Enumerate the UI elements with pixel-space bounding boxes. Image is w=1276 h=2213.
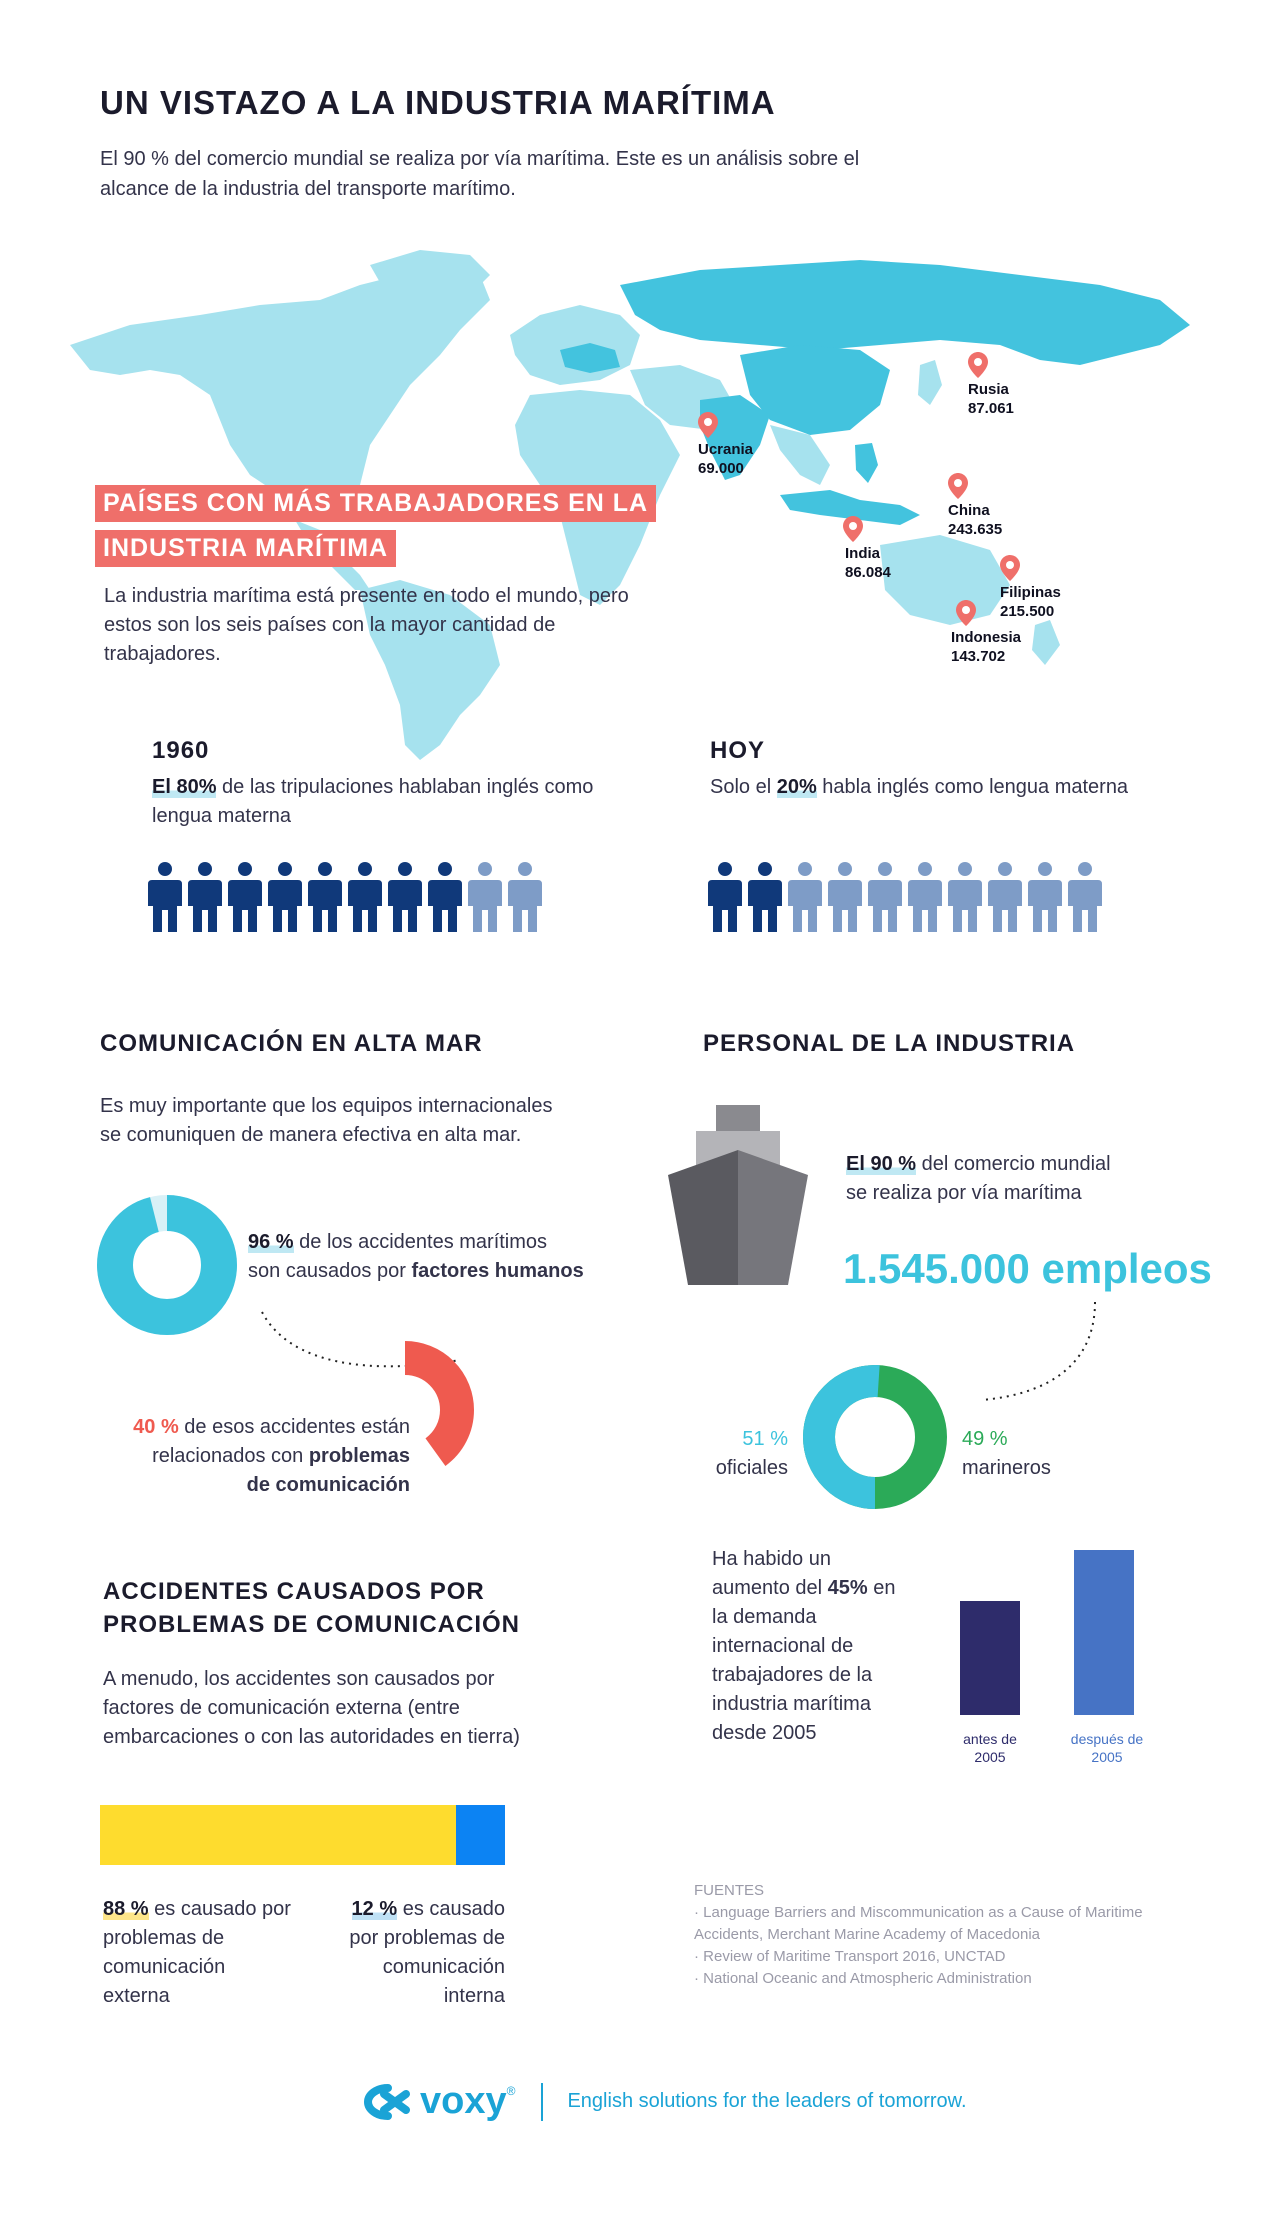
pin-china <box>948 473 1003 538</box>
pin-name: Filipinas <box>1000 584 1061 601</box>
external-text: es causado por problemas de comunicación externa <box>103 1898 291 2007</box>
person-icon-native <box>748 862 782 932</box>
accidents-text: A menudo, los accidentes son causados por factores de comunicación externa (entre embarcaciones o con las autoridades en tierra) <box>103 1668 520 1748</box>
pin-value: 215.500 <box>1000 603 1055 620</box>
person-icon-native <box>348 862 382 932</box>
countries-description: La industria marítima está presente en todo el mundo, pero estos son los seis países con la mayor cantidad de trabajadores. <box>104 585 629 665</box>
bar-before-2005 <box>960 1601 1020 1715</box>
comm-pct: 40 % <box>133 1416 179 1438</box>
communication-problems-text <box>80 1413 410 1500</box>
external-pct: 88 % <box>103 1898 149 1920</box>
year-today: HOY <box>710 737 766 764</box>
countries-banner <box>95 485 656 567</box>
person-icon-native <box>228 862 262 932</box>
voxy-logo-icon <box>362 2082 414 2122</box>
demand-text <box>712 1545 902 1748</box>
person-icon-native <box>708 862 742 932</box>
staff-donut <box>800 1362 950 1512</box>
bar-label-before: antes de 2005 <box>963 1731 1017 1765</box>
english-1960-desc: de las tripulaciones hablaban inglés como lengua materna <box>152 776 594 827</box>
pin-value: 87.061 <box>968 400 1014 417</box>
comm-bold-2: de comunicación <box>246 1474 410 1496</box>
map-pin-icon <box>698 412 718 438</box>
english-today-text <box>710 773 1210 802</box>
sailors-pct: 49 % <box>962 1428 1008 1450</box>
comm-text-2: relacionados con <box>152 1445 309 1467</box>
person-icon-native <box>268 862 302 932</box>
pin-value: 143.702 <box>951 648 1006 665</box>
person-icon-native <box>428 862 462 932</box>
sailors-name: marineros <box>962 1457 1051 1479</box>
pin-value: 243.635 <box>948 521 1003 538</box>
person-icon-non-native <box>1028 862 1062 932</box>
english-today-pct: 20% <box>776 776 817 798</box>
person-icon-non-native <box>948 862 982 932</box>
dotted-connector-2 <box>980 1300 1100 1410</box>
human-bold: factores humanos <box>411 1260 584 1282</box>
human-factors-donut <box>92 1190 242 1340</box>
english-1960-pct: El 80% <box>152 776 217 798</box>
people-today <box>708 862 1102 932</box>
comm-bold-1: problemas <box>308 1445 410 1467</box>
footer-tagline: English solutions for the leaders of tomorrow. <box>567 2090 967 2112</box>
page-title: UN VISTAZO A LA INDUSTRIA MARÍTIMA <box>100 84 776 121</box>
human-pct: 96 % <box>248 1231 294 1253</box>
map-pin-icon <box>1000 555 1020 581</box>
human-text-1: de los accidentes marítimos <box>293 1231 548 1253</box>
trade-text-2: se realiza por vía marítima <box>846 1182 1082 1204</box>
map-japan <box>918 360 942 405</box>
person-icon-native <box>148 862 182 932</box>
footer <box>362 2080 967 2123</box>
sources-heading: FUENTES <box>694 1882 765 1899</box>
source-item: · National Oceanic and Atmospheric Administration <box>694 1970 1032 1987</box>
ship-icon <box>668 1105 808 1285</box>
person-icon-native <box>388 862 422 932</box>
person-icon-non-native <box>908 862 942 932</box>
source-item: · Review of Maritime Transport 2016, UNCTAD <box>694 1948 1006 1965</box>
internal-pct: 12 % <box>351 1898 398 1920</box>
pin-value: 86.084 <box>845 564 891 581</box>
accidents-stacked-bar <box>100 1805 505 1865</box>
footer-divider <box>541 2083 543 2121</box>
person-icon-non-native <box>468 862 502 932</box>
person-icon-non-native <box>828 862 862 932</box>
english-today-desc: habla inglés como lengua materna <box>816 776 1129 798</box>
trade-text-1: del comercio mundial <box>916 1153 1111 1175</box>
internal-segment <box>456 1805 505 1865</box>
person-icon-native <box>188 862 222 932</box>
person-icon-non-native <box>868 862 902 932</box>
person-icon-native <box>308 862 342 932</box>
person-icon-non-native <box>508 862 542 932</box>
english-today-prefix: Solo el <box>710 776 777 798</box>
trade-text <box>846 1150 1226 1208</box>
map-europe <box>510 305 640 385</box>
map-pin-icon <box>956 600 976 626</box>
external-label <box>103 1895 293 2011</box>
demand-prefix: Ha habido un aumento del <box>712 1548 831 1599</box>
person-icon-non-native <box>788 862 822 932</box>
banner-line-2: INDUSTRIA MARÍTIMA <box>95 530 396 567</box>
pin-india <box>843 516 891 581</box>
demand-bold: 45% <box>827 1577 868 1599</box>
banner-line-1: PAÍSES CON MÁS TRABAJADORES EN LA <box>95 485 656 522</box>
voxy-registered: ® <box>506 2084 516 2098</box>
map-russia <box>620 260 1190 365</box>
trade-bold: El 90 % <box>846 1153 917 1175</box>
pin-indonesia <box>951 600 1022 665</box>
pin-name: India <box>845 545 881 562</box>
pin-name: Rusia <box>968 381 1009 398</box>
pin-russia <box>968 352 1014 417</box>
bar-after-2005 <box>1074 1550 1134 1715</box>
pin-name: Indonesia <box>951 629 1022 646</box>
comm-text-1: de esos accidentes están <box>178 1416 410 1438</box>
accidents-heading <box>103 1575 520 1641</box>
people-1960 <box>148 862 542 932</box>
demand-bar-chart <box>930 1550 1170 1715</box>
communication-heading: COMUNICACIÓN EN ALTA MAR <box>100 1030 483 1057</box>
pin-philippines <box>1000 555 1061 620</box>
pin-value: 69.000 <box>698 460 744 477</box>
demand-suffix: en la demanda internacional de trabajadores de la industria marítima desde 2005 <box>712 1577 896 1744</box>
communication-text: Es muy importante que los equipos internacionales se comuniquen de manera efectiva en alta mar. <box>100 1095 553 1146</box>
external-segment <box>100 1805 456 1865</box>
map-pin-icon <box>843 516 863 542</box>
jobs-count: 1.545.000 empleos <box>843 1245 1212 1292</box>
internal-text: es causado por problemas de comunicación interna <box>349 1898 505 2007</box>
english-1960-text <box>152 773 652 831</box>
accidents-heading-2: PROBLEMAS DE COMUNICACIÓN <box>103 1611 521 1638</box>
map-pin-icon <box>948 473 968 499</box>
map-philippines <box>855 443 878 483</box>
personnel-heading: PERSONAL DE LA INDUSTRIA <box>703 1030 1076 1057</box>
map-pin-icon <box>968 352 988 378</box>
accidents-heading-1: ACCIDENTES CAUSADOS POR <box>103 1578 485 1605</box>
person-icon-non-native <box>988 862 1022 932</box>
pin-name: China <box>948 502 990 519</box>
human-factors-text <box>248 1228 648 1286</box>
human-factors-arc <box>115 1213 219 1317</box>
sources <box>694 1880 1214 1990</box>
pin-ukraine <box>698 412 754 477</box>
sailors-label <box>962 1425 1082 1483</box>
officers-pct: 51 % <box>742 1428 788 1450</box>
bar-label-after: después de 2005 <box>1070 1731 1144 1765</box>
voxy-brand: voxy <box>420 2080 507 2122</box>
person-icon-non-native <box>1068 862 1102 932</box>
internal-label <box>320 1895 505 2011</box>
human-text-2: son causados por <box>248 1260 412 1282</box>
officers-label <box>688 1425 788 1483</box>
source-item: · Language Barriers and Miscommunication as a Cause of Maritime Accidents, Merchant Marine Academy of Macedonia <box>694 1904 1143 1943</box>
officers-name: oficiales <box>715 1457 788 1479</box>
year-1960: 1960 <box>152 737 210 764</box>
intro-text: El 90 % del comercio mundial se realiza por vía marítima. Este es un análisis sobre el alcance de la industria del transporte marítimo. <box>100 148 860 200</box>
pin-name: Ucrania <box>698 441 754 458</box>
